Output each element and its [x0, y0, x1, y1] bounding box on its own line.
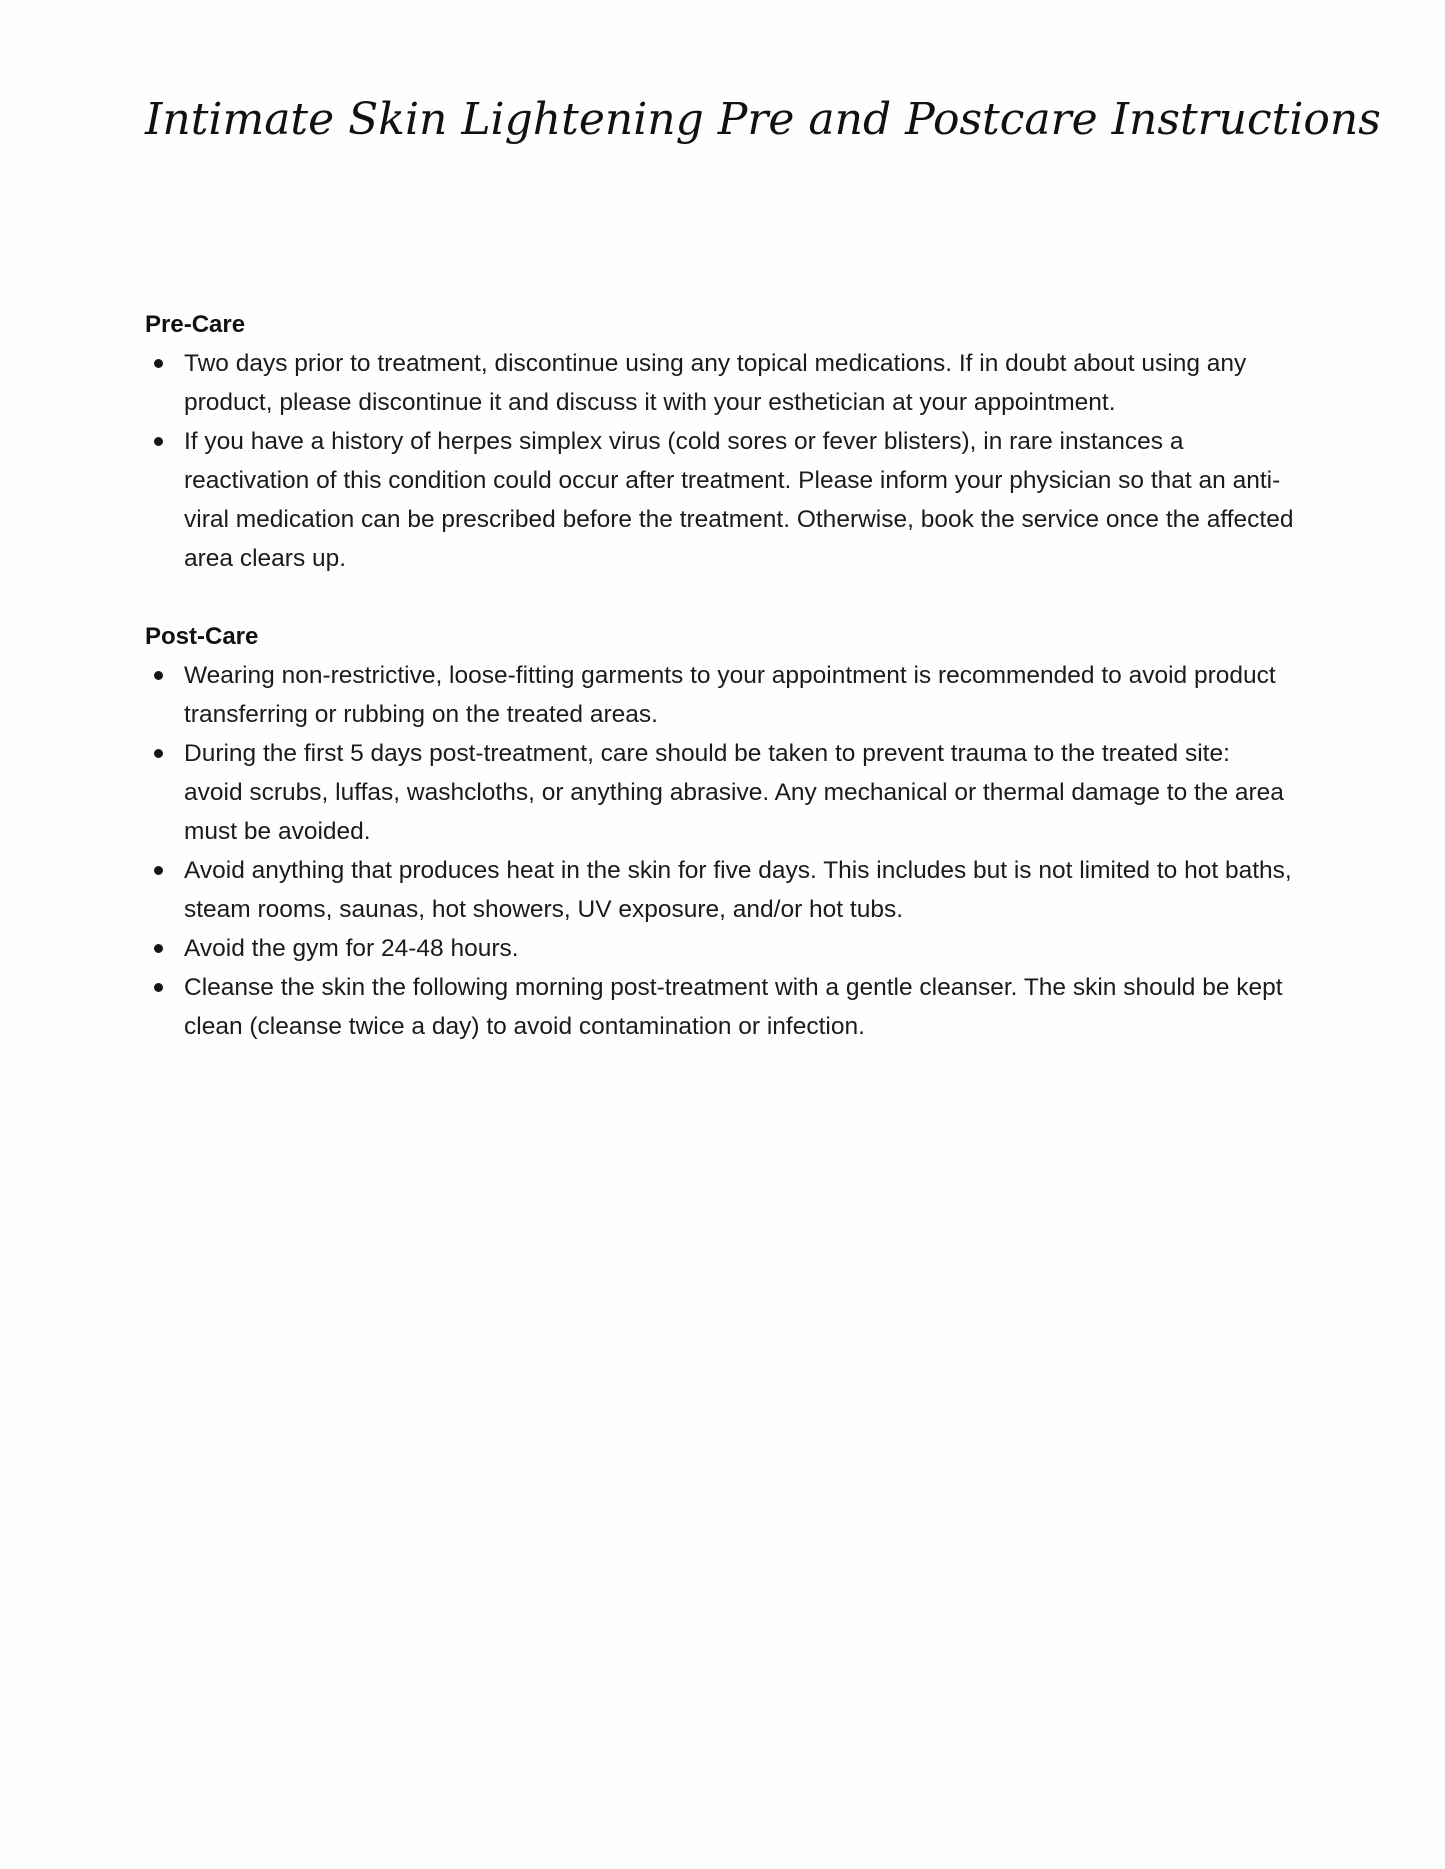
precare-item-text: Two days prior to treatment, discontinue using any topical medications. If in doubt about using any product, please discontinue it and discuss it with your esthetician at your appointment. — [184, 350, 1247, 416]
postcare-section — [145, 618, 1295, 1046]
precare-list-item — [145, 422, 1295, 578]
postcare-heading: Post-Care — [145, 623, 259, 650]
postcare-item-text: During the first 5 days post-treatment, care should be taken to prevent trauma to the treated site: avoid scrubs, luffas, washcloths, or anything abrasive. Any mechanical or thermal damage to the area must be avoided. — [184, 740, 1284, 845]
postcare-item-text: Cleanse the skin the following morning post-treatment with a gentle cleanser. The skin should be kept clean (cleanse twice a day) to avoid contamination or infection. — [184, 974, 1283, 1040]
postcare-list-item — [145, 929, 1295, 968]
precare-heading: Pre-Care — [145, 311, 246, 338]
postcare-list — [145, 656, 1295, 1046]
postcare-list-item — [145, 656, 1295, 734]
postcare-item-text: Avoid the gym for 24-48 hours. — [184, 935, 519, 962]
bullet-icon — [154, 983, 163, 992]
precare-section — [145, 306, 1295, 578]
postcare-list-item — [145, 968, 1295, 1046]
bullet-icon — [154, 944, 163, 953]
postcare-list-item — [145, 851, 1295, 929]
bullet-icon — [154, 749, 163, 758]
precare-list-item — [145, 344, 1295, 422]
precare-item-text: If you have a history of herpes simplex virus (cold sores or fever blisters), in rare instances a reactivation of this condition could occur after treatment. Please inform your physician so that an anti-viral medication can be prescribed before the treatment. Otherwise, book the service once the affected area clears up. — [184, 428, 1294, 572]
postcare-list-item — [145, 734, 1295, 851]
precare-list — [145, 344, 1295, 578]
document-title: Intimate Skin Lightening Pre and Postcare Instructions — [145, 94, 1381, 145]
bullet-icon — [154, 866, 163, 875]
bullet-icon — [154, 671, 163, 680]
postcare-item-text: Avoid anything that produces heat in the skin for five days. This includes but is not limited to hot baths, steam rooms, saunas, hot showers, UV exposure, and/or hot tubs. — [184, 857, 1292, 923]
bullet-icon — [154, 437, 163, 446]
bullet-icon — [154, 359, 163, 368]
postcare-item-text: Wearing non-restrictive, loose-fitting garments to your appointment is recommended to avoid product transferring or rubbing on the treated areas. — [184, 662, 1276, 728]
